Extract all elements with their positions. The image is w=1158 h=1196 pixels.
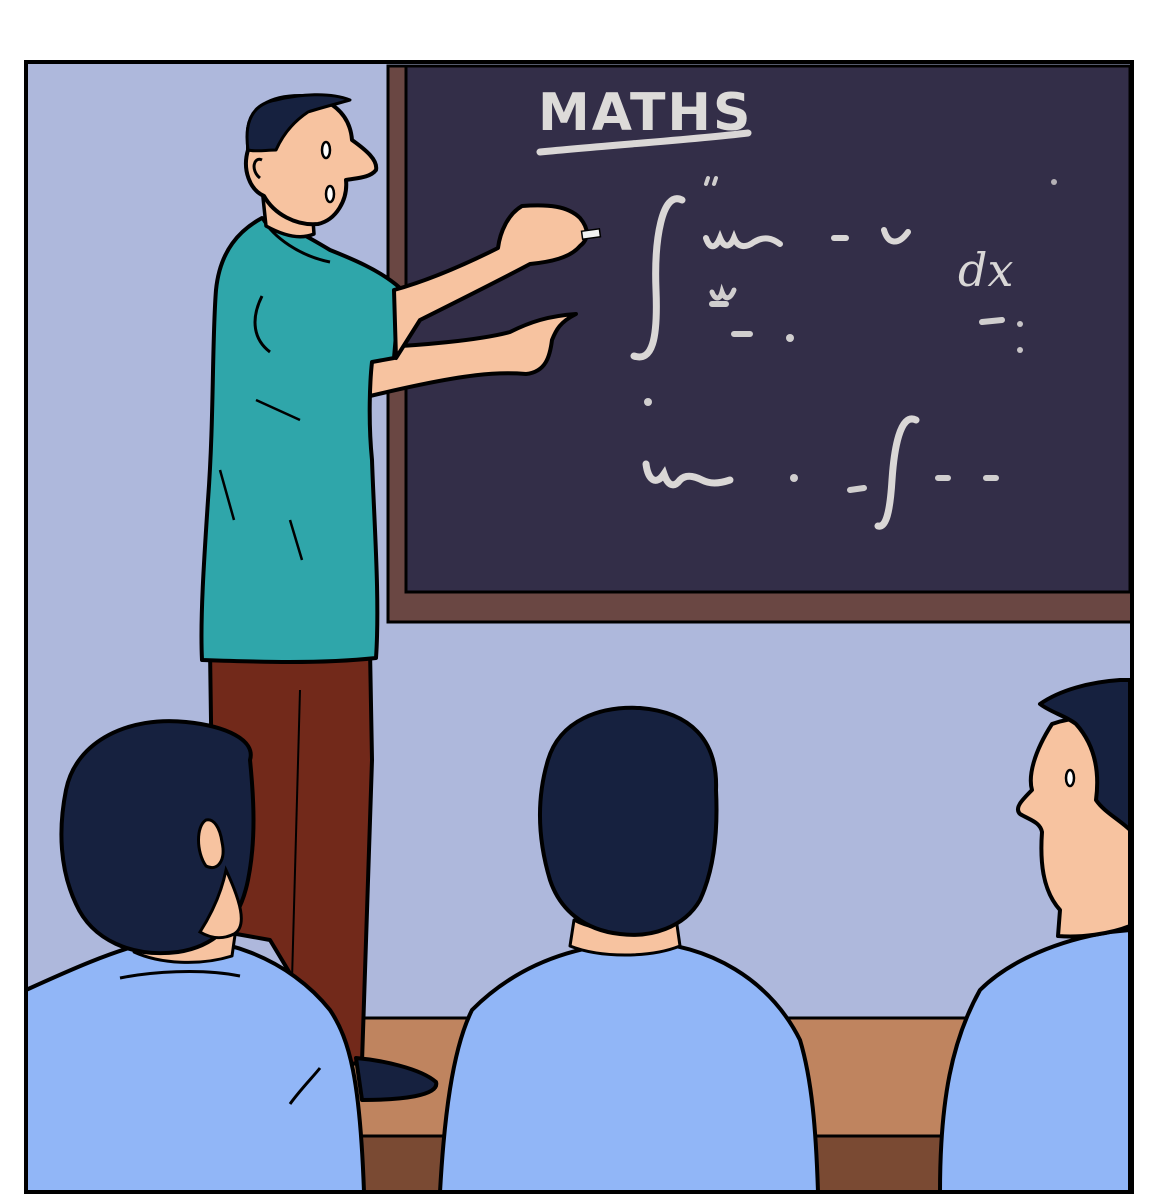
teacher-shirt — [201, 218, 400, 662]
student-right-eye — [1066, 770, 1074, 786]
differential-label: dx — [958, 243, 1014, 297]
teacher-eye — [322, 142, 330, 158]
student-center-head — [540, 708, 717, 935]
chalk-piece — [582, 229, 601, 239]
chalk-dot — [1017, 347, 1023, 353]
chalk-dot — [786, 334, 794, 342]
chalk-dot — [1051, 179, 1057, 185]
chalk-dot — [644, 398, 652, 406]
chalk-dot — [1017, 321, 1023, 327]
blackboard-title: MATHS — [538, 83, 753, 143]
chalk-dot — [790, 474, 798, 482]
chalk-dash — [850, 488, 864, 490]
teacher-mouth — [326, 186, 334, 202]
chalk-dash — [982, 320, 1002, 322]
